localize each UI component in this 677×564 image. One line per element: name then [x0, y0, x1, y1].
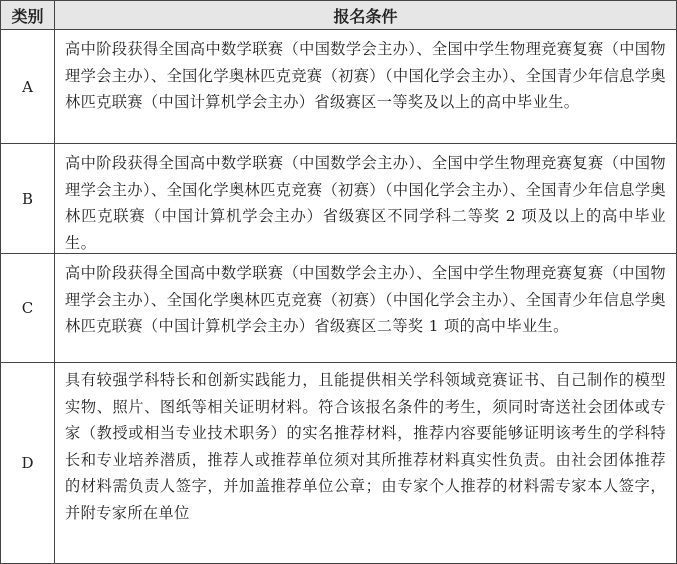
table-header [1, 1, 676, 30]
row-conditions-text: 高中阶段获得全国高中数学联赛（中国数学会主办）、全国中学生物理竞赛复赛（中国物理学会主办）、全国化学奥林匹克竞赛（初赛）（中国化学会主办）、全国青少年信息学奥林匹克联赛（中国计算机学会主办）省级赛区一等奖及以上的高中毕业生。 [65, 40, 666, 111]
table-row [1, 144, 676, 254]
row-category: A [1, 30, 55, 143]
row-category: C [1, 254, 55, 362]
table-row [1, 254, 676, 363]
table-row [1, 363, 676, 564]
row-conditions-text: 高中阶段获得全国高中数学联赛（中国数学会主办）、全国中学生物理竞赛复赛（中国物理学会主办）、全国化学奥林匹克竞赛（初赛）（中国化学会主办）、全国青少年信息学奥林匹克联赛（中国计算机学会主办）省级赛区不同学科二等奖 2 项及以上的高中毕业生。 [65, 154, 666, 252]
header-category: 类别 [1, 1, 55, 29]
row-category: B [1, 144, 55, 253]
row-conditions-text: 具有较强学科特长和创新实践能力，且能提供相关学科领域竞赛证书、自己制作的模型实物、照片、图纸等相关证明材料。符合该报名条件的考生，须同时寄送社会团体或专家（教授或相当专业技术职务）的实名推荐材料，推荐内容要能够证明该考生的学科特长和专业培养潜质，推荐人或推荐单位须对其所推荐材料真实性负责。由社会团体推荐的材料需负责人签字，并加盖推荐单位公章；由专家个人推荐的材料需专家本人签字，并附专家所在单位 [65, 371, 666, 522]
row-conditions-text: 高中阶段获得全国高中数学联赛（中国数学会主办）、全国中学生物理竞赛复赛（中国物理学会主办）、全国化学奥林匹克竞赛（初赛）（中国化学会主办）、全国青少年信息学奥林匹克联赛（中国计算机学会主办）省级赛区二等奖 1 项的高中毕业生。 [65, 264, 666, 335]
header-conditions: 报名条件 [333, 6, 398, 26]
table-row [1, 30, 676, 144]
row-category: D [1, 363, 55, 563]
